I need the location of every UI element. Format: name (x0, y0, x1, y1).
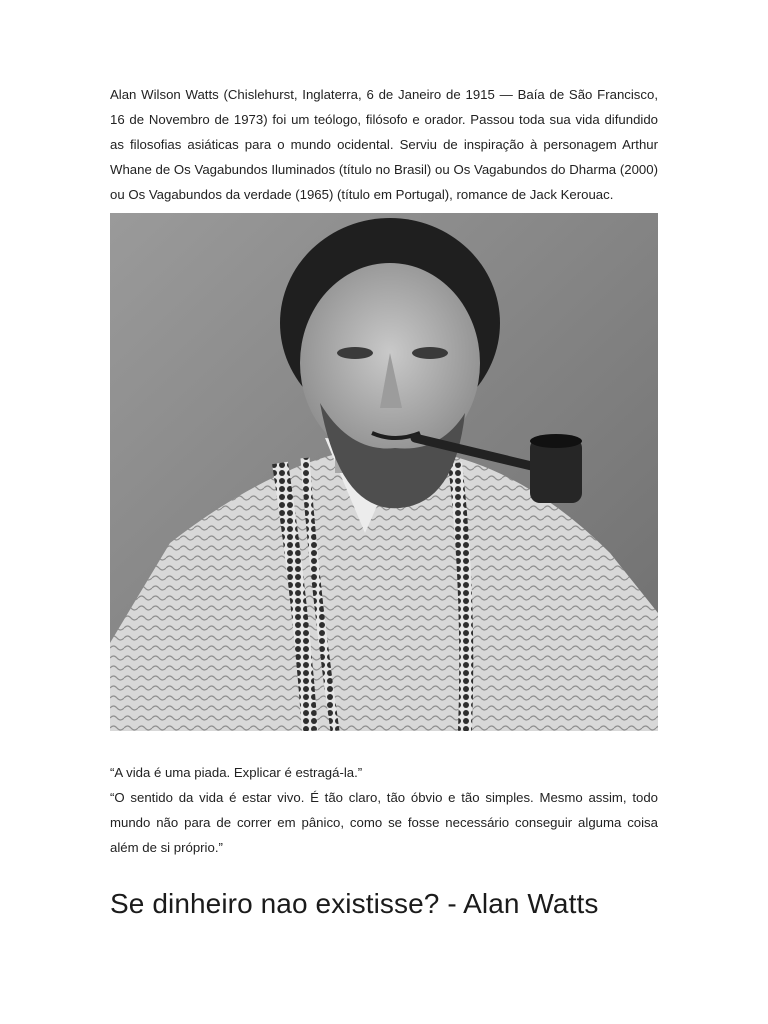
section-heading: Se dinheiro nao existisse? - Alan Watts (110, 888, 599, 919)
quotes-block (110, 760, 658, 860)
quote-2: “O sentido da vida é estar vivo. É tão claro, tão óbvio e tão simples. Mesmo assim, todo mundo não para de correr em pânico, como se fosse necessário conseguir alguma coisa além de si próprio.” (110, 790, 658, 855)
document-page (110, 82, 658, 922)
portrait-photo (110, 213, 658, 731)
quote-1: “A vida é uma piada. Explicar é estragá-la.” (110, 765, 363, 780)
bio-paragraph: Alan Wilson Watts (Chislehurst, Inglaterra, 6 de Janeiro de 1915 — Baía de São Francisco, 16 de Novembro de 1973) foi um teólogo, filósofo e orador. Passou toda sua vida difundido as filosofias asiáticas para o mundo ocidental. Serviu de inspiração à personagem Arthur Whane de Os Vagabundos Iluminados (título no Brasil) ou Os Vagabundos do Dharma (2000) ou Os Vagabundos da verdade (1965) (título em Portugal), romance de Jack Kerouac. (110, 87, 658, 202)
